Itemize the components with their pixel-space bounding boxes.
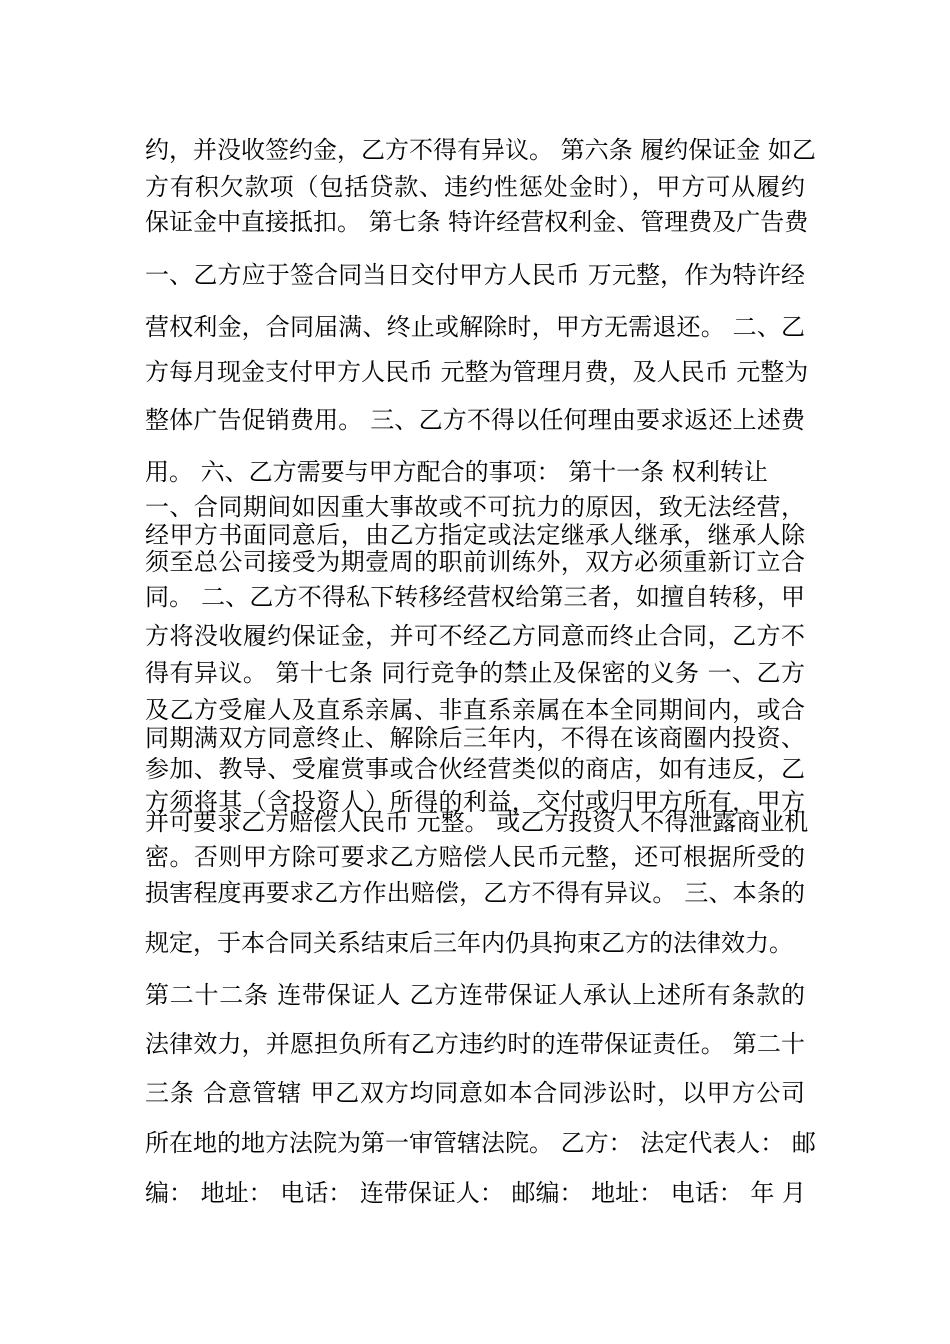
text-line: 方每月现金支付甲方人民币 元整为管理月费，及人民币 元整为 [145,358,809,386]
text-line: 须至总公司接受为期壹周的职前训练外，双方必须重新订立合 [145,548,805,576]
text-line: 一、乙方应于签合同当日交付甲方人民币 万元整，作为特许经 [145,261,805,289]
text-line: 三条 合意管辖 甲乙双方均同意如本合同涉讼时，以甲方公司 [145,1079,805,1107]
text-line: 同期满双方同意终止、解除后三年内，不得在该商圈内投资、 [145,724,805,752]
text-line: 损害程度再要求乙方作出赔偿，乙方不得有异议。 三、本条的 [145,879,805,907]
text-line: 约，并没收签约金，乙方不得有异议。 第六条 履约保证金 如乙 [145,136,816,164]
text-line: 得有异议。 第十七条 同行竞争的禁止及保密的义务 一、乙方 [145,659,805,687]
text-line: 整体广告促销费用。 三、乙方不得以任何理由要求返还上述费 [145,406,805,434]
text-line: 并可要求乙方赔偿人民币 元整。 或乙方投资人不得泄露商业机 [145,808,809,836]
text-line: 第二十二条 连带保证人 乙方连带保证人承认上述所有条款的 [145,981,805,1009]
text-line: 保证金中直接抵扣。 第七条 特许经营权利金、管理费及广告费 [145,208,809,236]
text-line: 编： 地址： 电话： 连带保证人： 邮编： 地址： 电话： 年 月 [145,1179,807,1207]
text-line: 同。 二、乙方不得私下转移经营权给第三者，如擅自转移，甲 [145,583,805,611]
text-line: 一、合同期间如因重大事故或不可抗力的原因，致无法经营， [145,493,805,521]
text-line: 密。否则甲方除可要求乙方赔偿人民币元整，还可根据所受的 [145,843,805,871]
text-line: 方将没收履约保证金，并可不经乙方同意而终止合同，乙方不 [145,622,805,650]
text-line: 所在地的地方法院为第一审管辖法院。 乙方： 法定代表人： 邮 [145,1129,816,1157]
text-line: 及乙方受雇人及直系亲属、非直系亲属在本全同期间内，或合 [145,696,805,724]
text-line: 法律效力，并愿担负所有乙方违约时的连带保证责任。 第二十 [145,1030,805,1058]
text-line: 用。 六、乙方需要与甲方配合的事项： 第十一条 权利转让 [145,458,768,486]
text-line: 经甲方书面同意后，由乙方指定或法定继承人继承，继承人除 [145,521,805,549]
text-line: 营权利金，合同届满、终止或解除时，甲方无需退还。 二、乙 [145,313,805,341]
text-line: 方有积欠款项（包括贷款、违约性惩处金时），甲方可从履约 [145,173,805,201]
text-line: 规定，于本合同关系结束后三年内仍具拘束乙方的法律效力。 [145,929,793,957]
text-line: 方须将其（含投资人）所得的利益，交付或归甲方所有，甲方 [145,788,805,816]
text-line: 参加、教导、受雇赏事或合伙经营类似的商店，如有违反，乙 [145,755,805,783]
